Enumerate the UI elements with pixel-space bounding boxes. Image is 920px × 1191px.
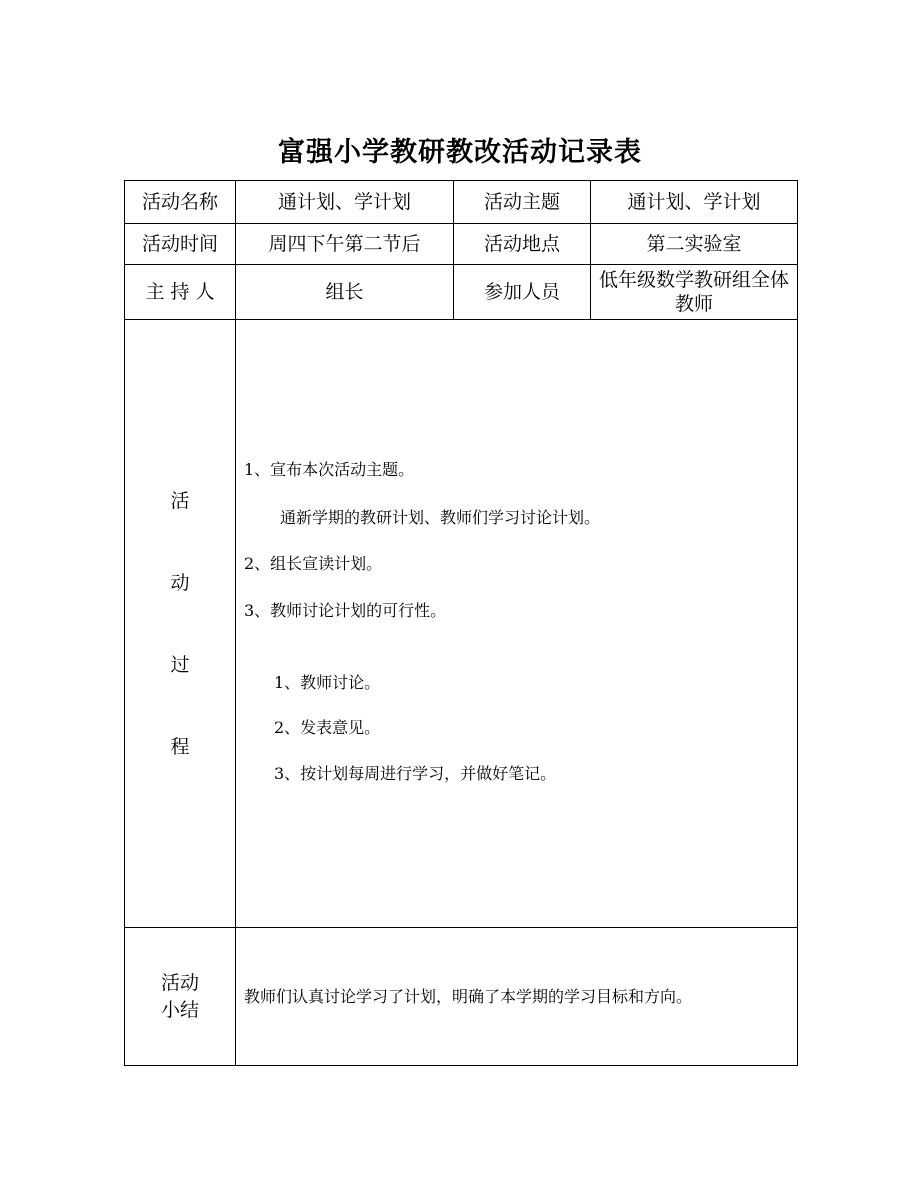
- summary-label-line: 活动: [160, 971, 199, 994]
- table-row: [125, 928, 798, 1066]
- process-label: [125, 320, 236, 928]
- process-content: [236, 320, 798, 928]
- activity-place-value: 第二实验室: [591, 224, 798, 265]
- process-line: 1、教师讨论。: [274, 673, 381, 692]
- summary-text: 教师们认真讨论学习了计划，明确了本学期的学习目标和方向。: [236, 928, 798, 1066]
- activity-theme-label: 活动主题: [454, 181, 591, 224]
- page-title: 富强小学教研教改活动记录表: [278, 137, 642, 168]
- process-line: 2、发表意见。: [274, 718, 381, 737]
- process-label-char: 活: [170, 489, 190, 512]
- table-row: [125, 181, 798, 224]
- participants-value: 低年级数学教研组全体教师: [591, 265, 798, 320]
- host-value: 组长: [236, 265, 454, 320]
- process-line: 1、宣布本次活动主题。: [244, 460, 415, 479]
- activity-name-label: 活动名称: [125, 181, 236, 224]
- table-row: [125, 265, 798, 320]
- process-line: 2、组长宣读计划。: [244, 554, 383, 573]
- process-line: 3、按计划每周进行学习，并做好笔记。: [274, 764, 557, 783]
- summary-label: [125, 928, 236, 1066]
- activity-name-value: 通计划、学计划: [236, 181, 454, 224]
- process-label-char: 程: [170, 735, 190, 758]
- activity-theme-value: 通计划、学计划: [591, 181, 798, 224]
- activity-time-label: 活动时间: [125, 224, 236, 265]
- participants-label: 参加人员: [454, 265, 591, 320]
- process-label-char: 动: [170, 571, 190, 594]
- table-row: [125, 224, 798, 265]
- table-row: [125, 320, 798, 928]
- process-line: 通新学期的教研计划、教师们学习讨论计划。: [280, 508, 601, 527]
- process-line: 3、教师讨论计划的可行性。: [244, 601, 447, 620]
- process-label-char: 过: [170, 653, 190, 676]
- record-table: [124, 180, 798, 1066]
- host-label: 主 持 人: [125, 265, 236, 320]
- activity-time-value: 周四下午第二节后: [236, 224, 454, 265]
- summary-label-line: 小结: [160, 998, 199, 1021]
- activity-place-label: 活动地点: [454, 224, 591, 265]
